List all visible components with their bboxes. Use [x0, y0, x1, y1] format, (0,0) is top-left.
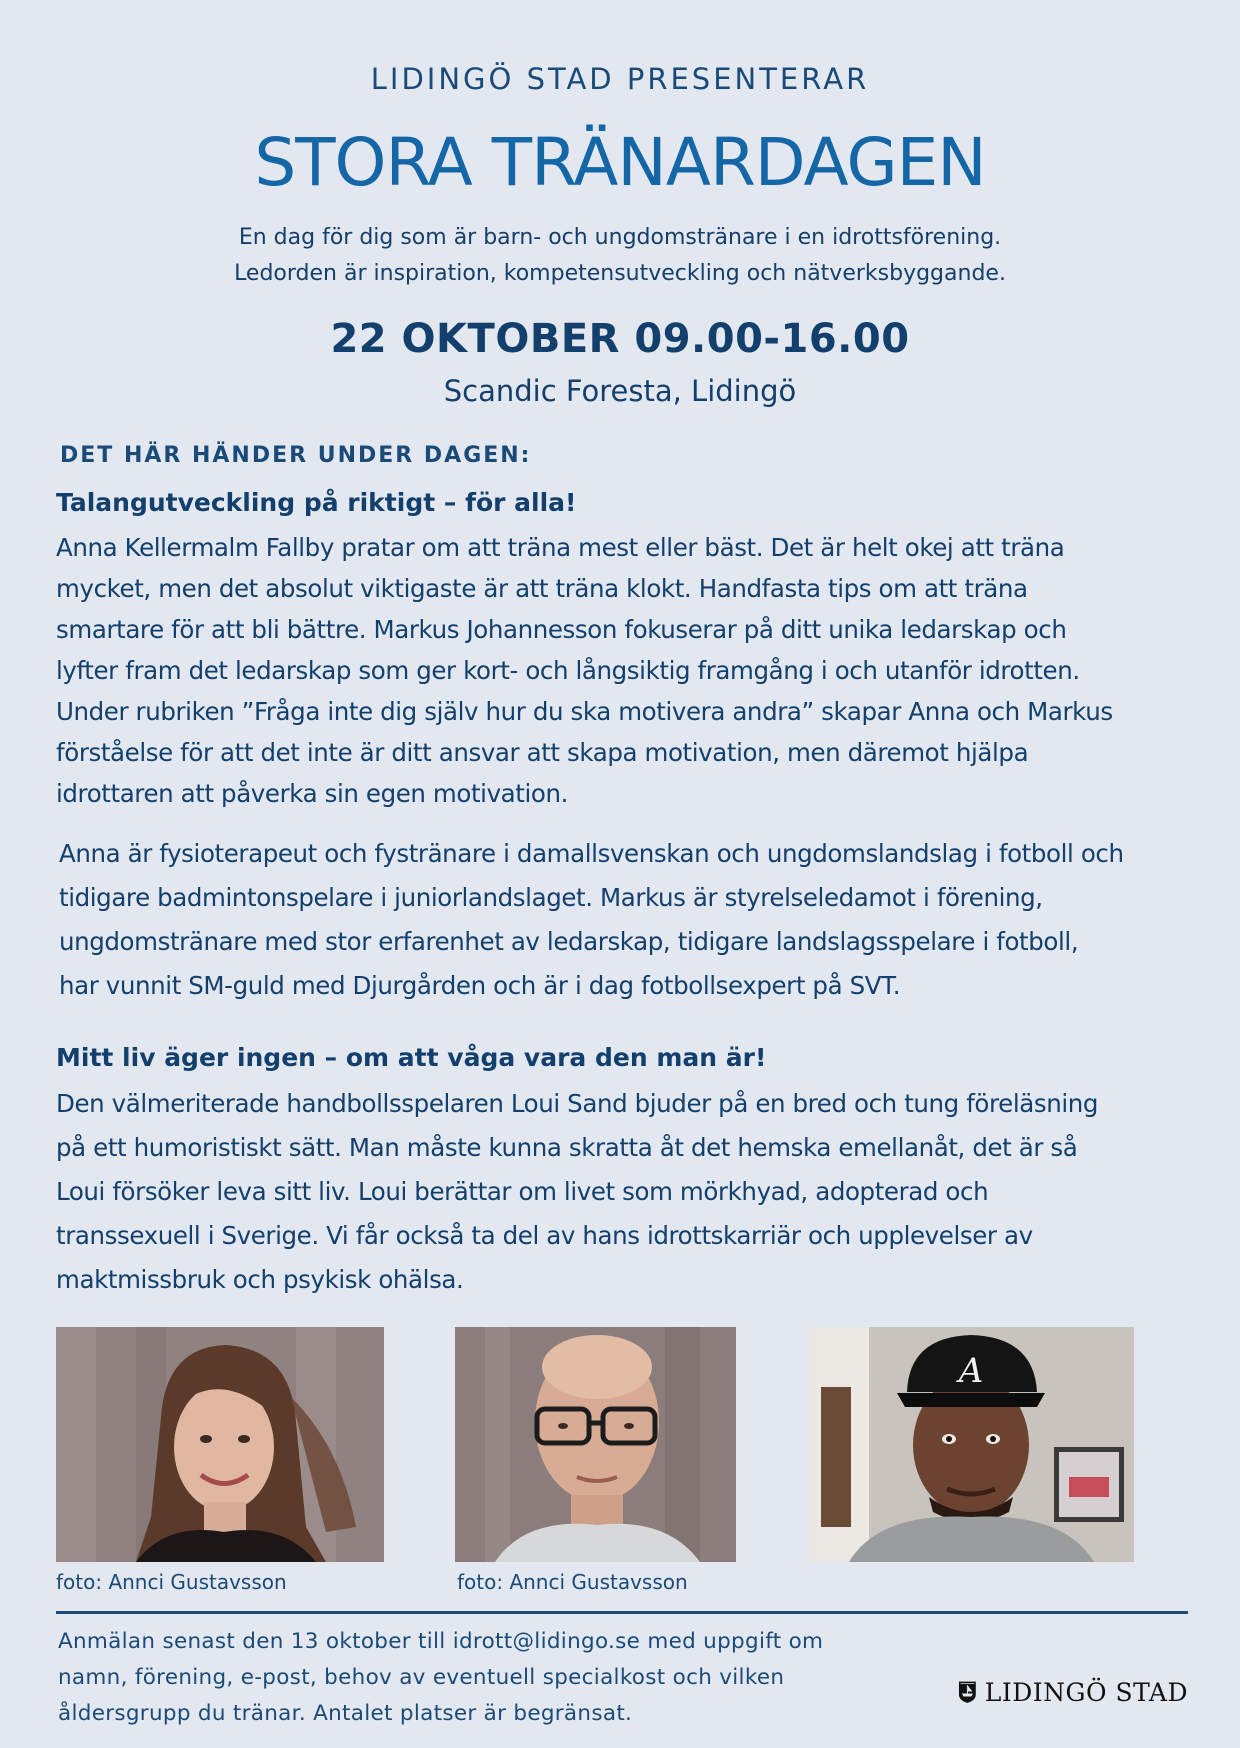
text-line: transsexuell i Sverige. Vi får också ta del av hans idrottskarriär och upplevelser av: [56, 1221, 1033, 1250]
talk-1-title: Talangutveckling på riktigt – för alla!: [56, 488, 577, 517]
intro-text: [0, 220, 1240, 292]
text-line: Den välmeriterade handbollsspelaren Loui Sand bjuder på en bred och tung föreläsning: [56, 1089, 1099, 1118]
speaker-photo-markus: [455, 1327, 736, 1562]
text-line: Loui försöker leva sitt liv. Loui berättar om livet som mörkhyad, adopterad och: [56, 1177, 989, 1206]
text-line: har vunnit SM-guld med Djurgården och är i dag fotbollsexpert på SVT.: [59, 971, 901, 1000]
photo-credit-2: foto: Annci Gustavsson: [457, 1570, 688, 1594]
text-line: förståelse för att det inte är ditt ansvar att skapa motivation, men däremot hjälpa: [56, 738, 1029, 767]
text-line: maktmissbruk och psykisk ohälsa.: [56, 1265, 464, 1294]
text-line: lyfter fram det ledarskap som ger kort- och långsiktig framgång i och utanför idrotten.: [56, 656, 1080, 685]
lidingo-stad-logo: [958, 1668, 1188, 1716]
text-line: idrottaren att påverka sin egen motivation.: [56, 779, 569, 808]
talk-1-description: [56, 527, 1190, 814]
text-line: smartare för att bli bättre. Markus Johannesson fokuserar på ditt unika ledarskap och: [56, 615, 1067, 644]
speaker-photo-loui: [809, 1327, 1134, 1562]
coat-of-arms-icon: [958, 1669, 977, 1715]
presenter-line: LIDINGÖ STAD PRESENTERAR: [370, 62, 870, 96]
text-line: ungdomstränare med stor erfarenhet av ledarskap, tidigare landslagsspelare i fotboll,: [59, 927, 1079, 956]
text-line: Anmälan senast den 13 oktober till idrott@lidingo.se med uppgift om: [58, 1629, 824, 1654]
text-line: Anna Kellermalm Fallby pratar om att träna mest eller bäst. Det är helt okej att träna: [56, 533, 1065, 562]
svg-text:A: A: [958, 1351, 984, 1391]
text-line: Under rubriken ”Fråga inte dig själv hur du ska motivera andra” skapar Anna och Markus: [56, 697, 1113, 726]
talk-2-description: [56, 1082, 1190, 1302]
program-heading: DET HÄR HÄNDER UNDER DAGEN:: [60, 443, 532, 468]
speaker-photo-anna: [56, 1327, 384, 1562]
registration-info: [58, 1624, 878, 1732]
event-venue: Scandic Foresta, Lidingö: [443, 374, 797, 408]
speakers-bio: [59, 832, 1199, 1008]
intro-line-2: Ledorden är inspiration, kompetensutveckling och nätverksbyggande.: [234, 261, 1006, 286]
logo-text: LIDINGÖ STAD: [984, 1677, 1188, 1707]
text-line: tidigare badmintonspelare i juniorlandslaget. Markus är styrelseledamot i förening,: [59, 883, 1043, 912]
text-line: åldersgrupp du tränar. Antalet platser är begränsat.: [58, 1701, 633, 1726]
text-line: på ett humoristiskt sätt. Man måste kunna skratta åt det hemska emellanåt, det är så: [56, 1133, 1078, 1162]
text-line: mycket, men det absolut viktigaste är att träna klokt. Handfasta tips om att träna: [56, 574, 1028, 603]
divider: [56, 1611, 1188, 1614]
text-line: Anna är fysioterapeut och fystränare i damallsvenskan och ungdomslandslag i fotboll och: [59, 839, 1124, 868]
talk-2-title: Mitt liv äger ingen – om att våga vara den man är!: [56, 1043, 767, 1072]
photo-credit-1: foto: Annci Gustavsson: [56, 1570, 287, 1594]
intro-line-1: En dag för dig som är barn- och ungdomstränare i en idrottsförening.: [238, 225, 1002, 250]
event-title: STORA TRÄNARDAGEN: [254, 124, 986, 201]
text-line: namn, förening, e-post, behov av eventuell specialkost och vilken: [58, 1665, 785, 1690]
event-date: 22 OKTOBER 09.00-16.00: [330, 316, 910, 362]
